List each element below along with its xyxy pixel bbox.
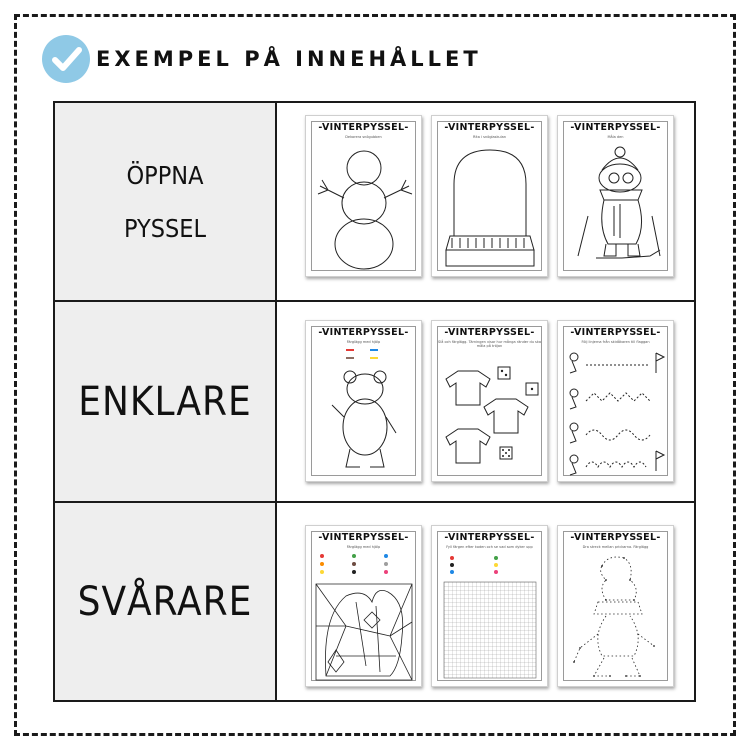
worksheet-thumbnail [557, 320, 674, 482]
worksheet-title: -VINTERPYSSEL- [444, 327, 535, 338]
page-title: EXEMPEL PÅ INNEHÅLLET [96, 47, 482, 71]
row-label [55, 503, 277, 700]
worksheet-title: -VINTERPYSSEL- [318, 122, 409, 133]
header [42, 35, 482, 83]
worksheet-title: -VINTERPYSSEL- [318, 327, 409, 338]
pixel-grid-icon [432, 526, 549, 688]
content-table [53, 101, 696, 702]
worksheet-thumbnail [305, 525, 422, 687]
bear-color-by-number-icon [306, 321, 423, 483]
worksheet-subtitle: Färglägg med hjälp [346, 545, 381, 549]
worksheet-title: -VINTERPYSSEL- [444, 532, 535, 543]
worksheet-subtitle: Slå och färglägg. Tärningen visar hur många ränder du ska måla på tröjan [438, 340, 541, 348]
worksheet-thumbnail [305, 115, 422, 277]
ski-tracing-lines-icon [558, 321, 675, 483]
worksheet-title: -VINTERPYSSEL- [444, 122, 535, 133]
dot-to-dot-snowman-icon [558, 526, 675, 688]
worksheet-subtitle: Måla den [607, 135, 624, 139]
checkmark-circle-icon [42, 35, 90, 83]
worksheet-thumbnail [431, 525, 548, 687]
worksheet-subtitle: Färglägg med hjälp [346, 340, 381, 344]
worksheet-title: -VINTERPYSSEL- [570, 532, 661, 543]
snowman-outline-icon [306, 116, 423, 278]
table-row [55, 302, 694, 503]
worksheet-thumbnail [305, 320, 422, 482]
worksheet-title: -VINTERPYSSEL- [570, 327, 661, 338]
worksheet-subtitle: Fyll färgen efter koden och se vad som dyker upp [446, 545, 533, 549]
worksheet-thumbnail [431, 320, 548, 482]
worksheet-title: -VINTERPYSSEL- [318, 532, 409, 543]
row-label-text: ÖPPNA PYSSEL [123, 160, 207, 243]
penguin-skier-icon [558, 116, 675, 278]
worksheet-subtitle: Rita i snöglaskulan [473, 135, 506, 139]
table-row [55, 103, 694, 302]
worksheet-title: -VINTERPYSSEL- [570, 122, 661, 133]
worksheet-thumbnail [557, 115, 674, 277]
row-label-text: SVÅRARE [77, 578, 253, 625]
snow-globe-icon [432, 116, 549, 278]
row-label-text: ENKLARE [78, 378, 252, 425]
mitten-color-by-number-icon [306, 526, 423, 688]
sweaters-dice-icon [432, 321, 549, 483]
row-label [55, 302, 277, 501]
worksheet-subtitle: Dra streck mellan prickarna. Färglägg [582, 545, 649, 549]
worksheet-subtitle: Dekorera snögubben [345, 135, 382, 139]
row-label [55, 103, 277, 300]
worksheet-thumbnail [557, 525, 674, 687]
worksheet-subtitle: Följ linjerna från skidåkaren till flaggan [581, 340, 650, 344]
table-row [55, 503, 694, 700]
worksheet-thumbnail [431, 115, 548, 277]
